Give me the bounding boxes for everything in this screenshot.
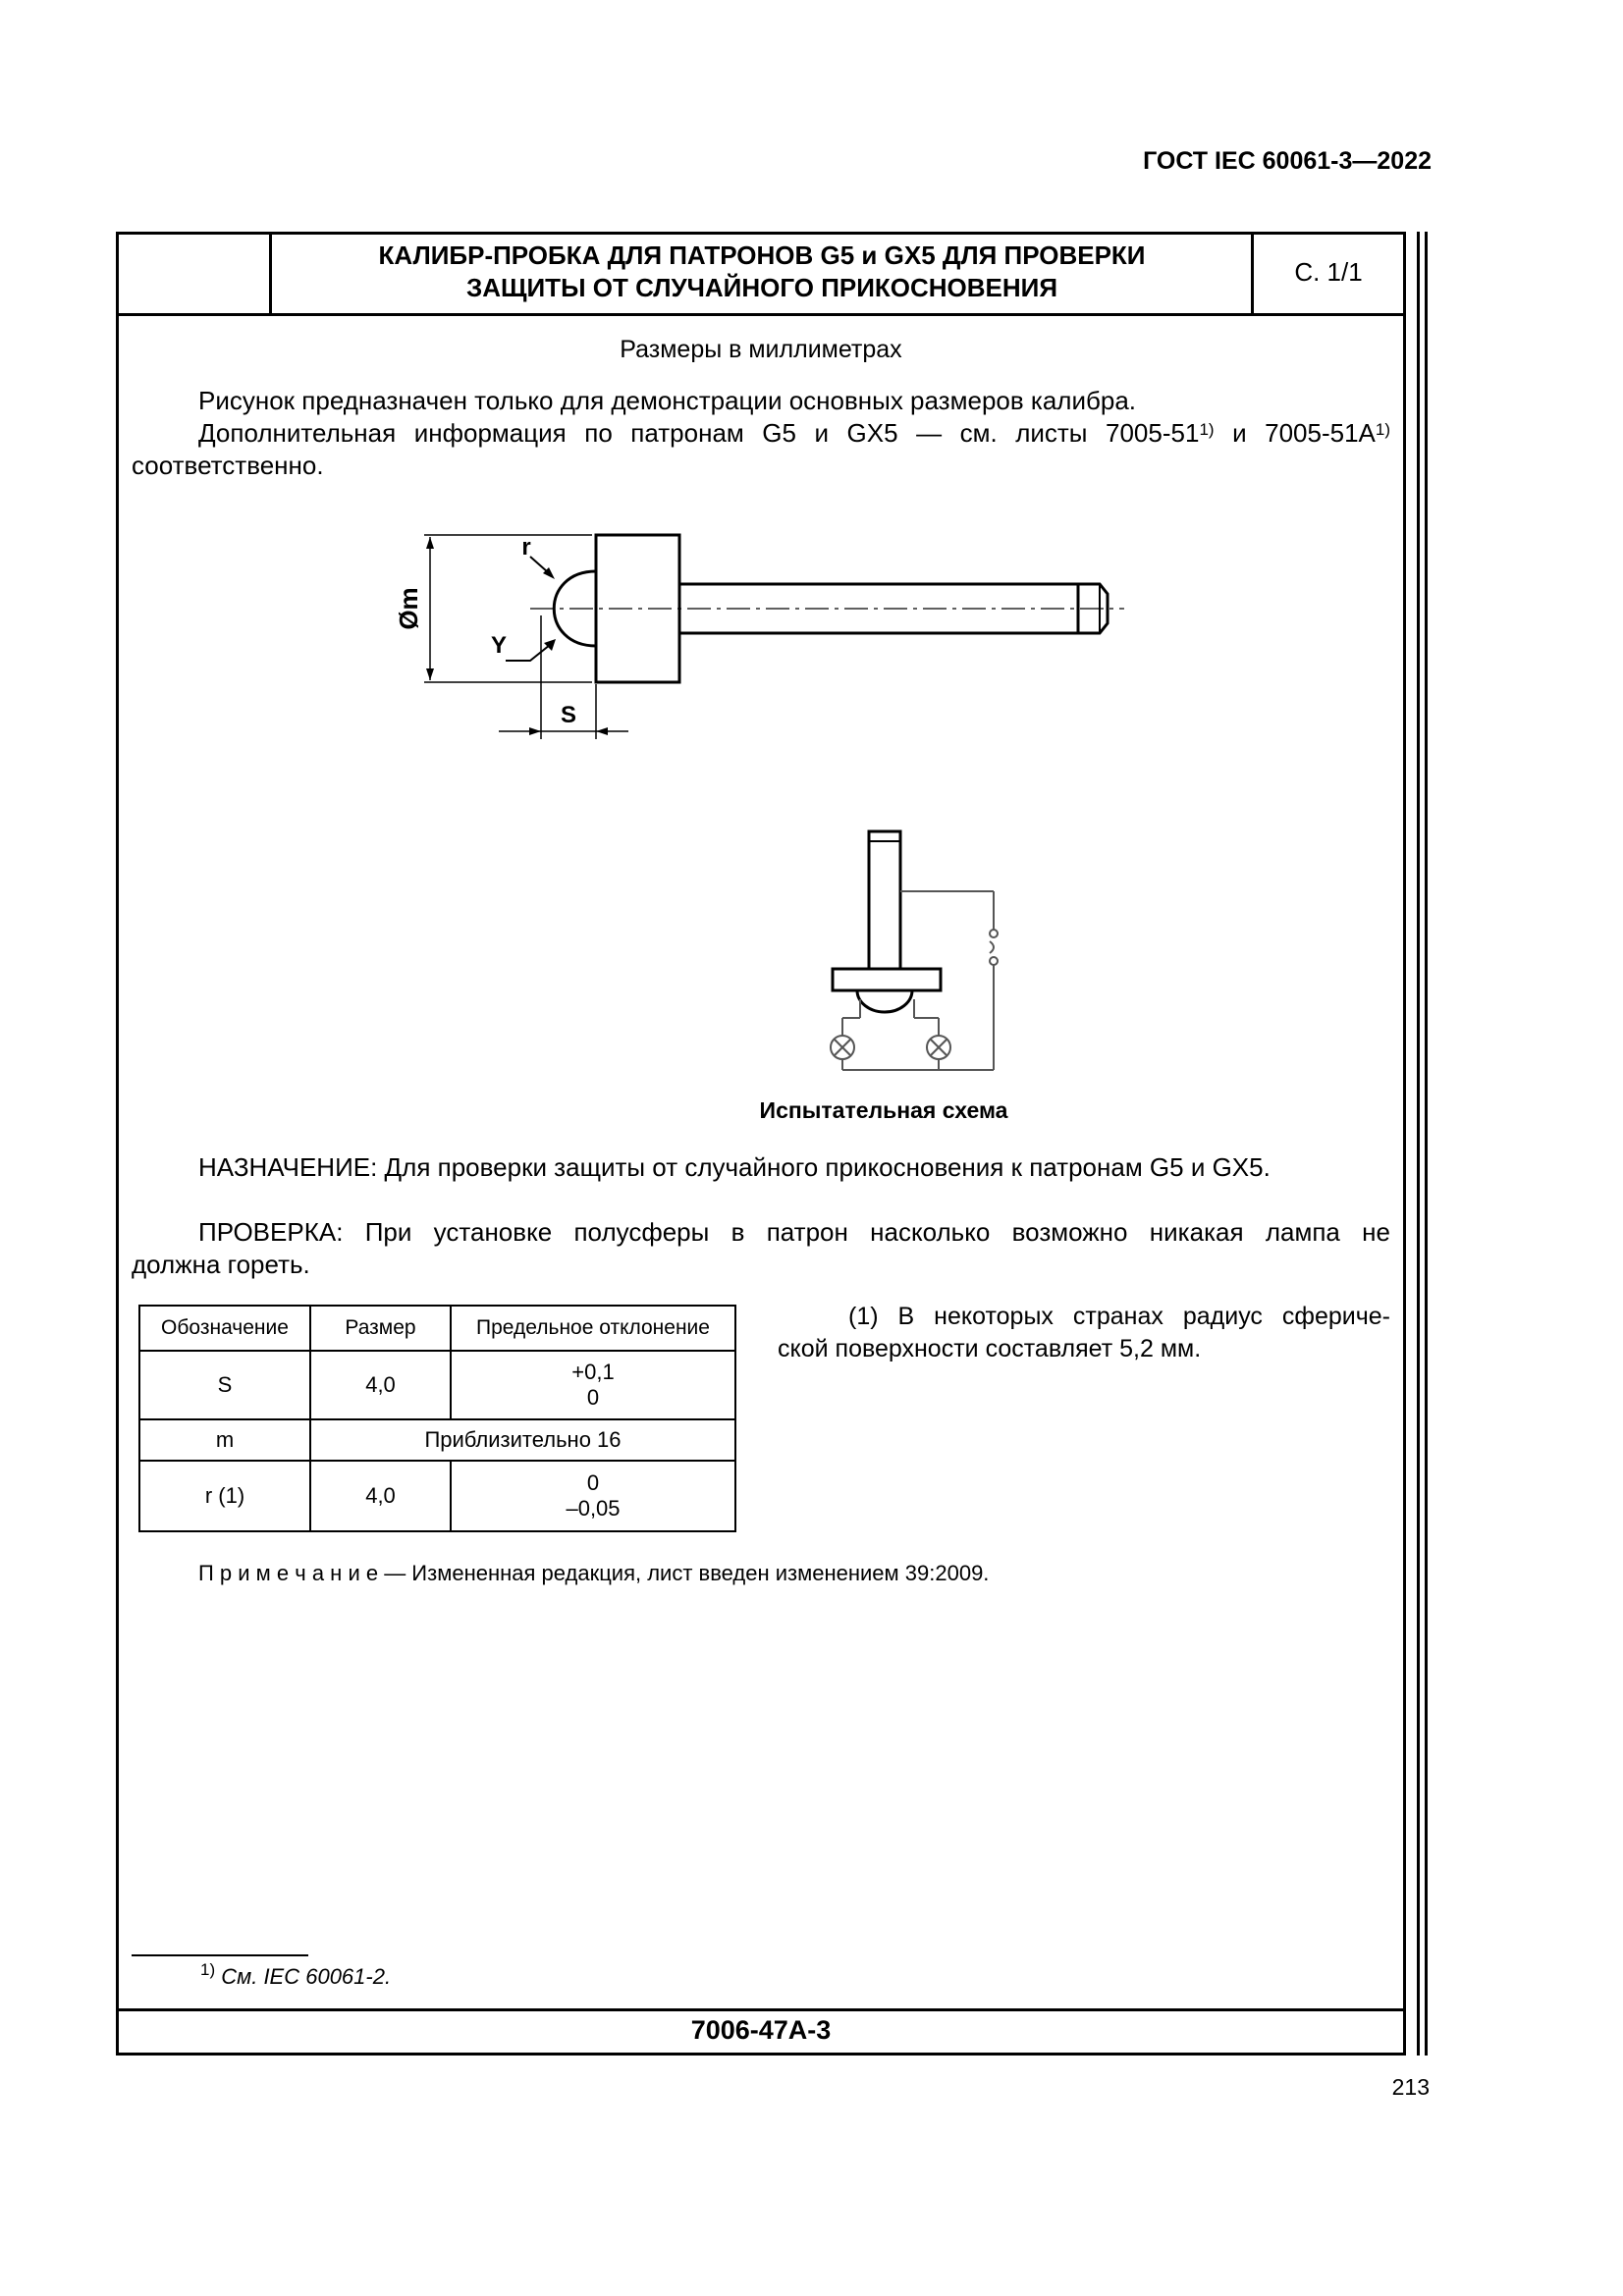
table-cell: S [139, 1351, 310, 1419]
table-row [139, 1351, 735, 1419]
test-circuit-diagram [805, 820, 1041, 1085]
s-label: S [560, 702, 577, 728]
table-cell: 4,0 [310, 1461, 451, 1531]
check-text: должна гореть. [132, 1250, 310, 1279]
sheet-number: 7006-47A-3 [690, 2015, 832, 2045]
sheet-title-line: КАЛИБР-ПРОБКА ДЛЯ ПАТРОНОВ G5 и GX5 ДЛЯ ПРОВЕРКИ [378, 240, 1146, 270]
standard-number: ГОСТ IEC 60061-3—2022 [1143, 147, 1432, 175]
y-label: Y [490, 632, 508, 659]
test-circuit-caption: Испытательная схема [759, 1097, 1008, 1123]
footnote-mark: 1) [200, 1960, 216, 1979]
table-cell: Приблизительно 16 [310, 1419, 735, 1461]
side-note: ской поверхности составляет 5,2 мм. [778, 1335, 1202, 1362]
table-row [139, 1419, 735, 1461]
table-row [139, 1461, 735, 1531]
gauge-drawing [383, 525, 1129, 751]
table-cell: 4,0 [310, 1351, 451, 1419]
sheet-frame [116, 232, 1406, 2056]
amendment-note: П р и м е ч а н и е — Измененная редакция, лист введен изменением 39:2009. [198, 1561, 990, 1585]
intro-text-part: Дополнительная информация по патронам G5 и GX5 — см. листы 7005-51 [198, 418, 1200, 448]
footnote-ref: 1) [1375, 420, 1390, 439]
footnote [200, 1960, 392, 1990]
radius-label: r [521, 534, 531, 561]
frame-double-line [1425, 232, 1428, 2056]
intro-text: соответственно. [132, 451, 324, 480]
intro-text-part: и 7005-51A [1214, 418, 1376, 448]
table-cell: m [139, 1419, 310, 1461]
tolerance-lower: 0 [586, 1385, 600, 1410]
side-note: (1) В некоторых странах радиус сфериче- [848, 1303, 1390, 1330]
diameter-label: Øm [394, 587, 423, 630]
table-header: Размер [310, 1306, 451, 1351]
footnote-rule [132, 1954, 308, 1956]
purpose-text: НАЗНАЧЕНИЕ: Для проверки защиты от случайного прикосновения к патронам G5 и GX5. [198, 1152, 1271, 1182]
header-divider [269, 232, 272, 316]
footnote-ref: 1) [1199, 420, 1215, 439]
check-text: ПРОВЕРКА: При установке полусферы в патрон насколько возможно никакая лампа не [198, 1217, 1390, 1247]
table-header: Предельное отклонение [451, 1306, 735, 1351]
tolerance-upper: 0 [586, 1470, 600, 1495]
tolerance-lower: –0,05 [566, 1496, 621, 1521]
sheet-title-line: ЗАЩИТЫ ОТ СЛУЧАЙНОГО ПРИКОСНОВЕНИЯ [465, 273, 1058, 302]
table-cell: r (1) [139, 1461, 310, 1531]
dimensions-table [138, 1305, 736, 1532]
footer-divider [116, 2008, 1406, 2011]
table-header: Обозначение [139, 1306, 310, 1351]
frame-double-line [1417, 232, 1420, 2056]
table-header-row [139, 1306, 735, 1351]
table-cell [451, 1351, 735, 1419]
tolerance-upper: +0,1 [571, 1360, 615, 1384]
footnote-text: См. IEC 60061-2. [221, 1964, 392, 1989]
dimensions-note: Размеры в миллиметрах [620, 336, 902, 363]
table-cell [451, 1461, 735, 1531]
sheet-title [273, 240, 1251, 304]
intro-text [198, 417, 1390, 450]
intro-text: Рисунок предназначен только для демонстрации основных размеров калибра. [198, 386, 1137, 415]
sheet-page: С. 1/1 [1294, 257, 1363, 287]
page-number: 213 [1391, 2074, 1430, 2100]
